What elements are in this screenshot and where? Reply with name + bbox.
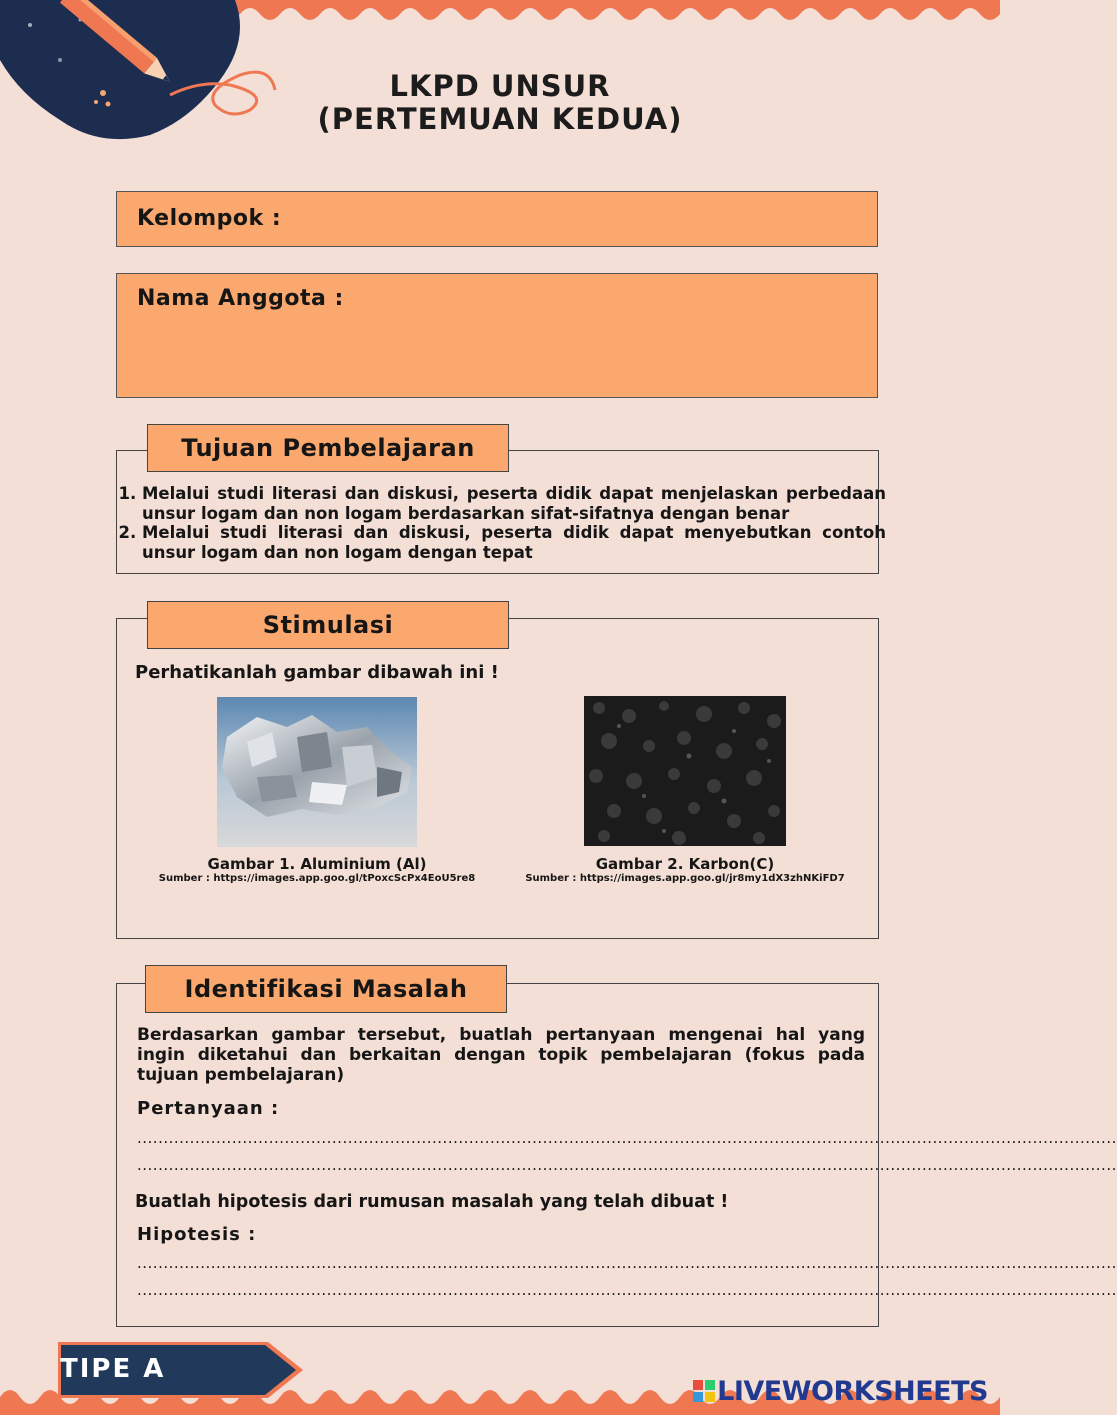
carbon-source: Sumber : https://images.app.goo.gl/jr8my1dX3zhNKiFD7 — [525, 873, 845, 884]
page-title — [230, 70, 770, 136]
group-label: Kelompok : — [137, 206, 282, 231]
problem-panel — [116, 983, 1117, 1327]
objectives-list — [125, 484, 886, 562]
stimulus-heading: Stimulasi — [147, 601, 509, 649]
members-field[interactable] — [116, 273, 878, 398]
liveworksheets-brand[interactable]: LIVEWORKSHEETS — [717, 1376, 988, 1407]
objectives-heading: Tujuan Pembelajaran — [147, 424, 509, 472]
carbon-photo — [584, 696, 786, 846]
carbon-caption: Gambar 2. Karbon(C) — [595, 855, 775, 873]
question-line-1[interactable]: .......................................................................................................................................................................................... — [137, 1129, 1117, 1147]
objective-item: 1. Melalui studi literasi dan diskusi, peserta didik dapat menjelaskan perbedaan unsur logam dan non logam berdasarkan sifat-sifatnya dengan benar — [142, 484, 886, 523]
aluminium-caption: Gambar 1. Aluminium (Al) — [207, 855, 427, 873]
objective-item: 2. Melalui studi literasi dan diskusi, peserta didik dapat menyebutkan contoh unsur logam dan non logam dengan tepat — [142, 523, 886, 562]
members-label: Nama Anggota : — [137, 286, 344, 311]
aluminium-source: Sumber : https://images.app.goo.gl/tPoxcScPx4EoU5re8 — [158, 873, 476, 884]
problem-heading: Identifikasi Masalah — [145, 965, 507, 1013]
aluminium-photo — [217, 697, 417, 847]
question-label: Pertanyaan : — [137, 1098, 280, 1119]
title-line-2: (PERTEMUAN KEDUA) — [317, 102, 683, 136]
stimulus-instruction: Perhatikanlah gambar dibawah ini ! — [135, 662, 499, 683]
question-line-2[interactable]: .......................................................................................................................................................................................... — [137, 1156, 1117, 1174]
hypothesis-label: Hipotesis : — [137, 1224, 257, 1245]
hypothesis-line-2[interactable]: .......................................................................................................................................................................................... — [137, 1281, 1117, 1299]
type-label: TIPE A — [60, 1354, 166, 1384]
hypothesis-line-1[interactable]: .......................................................................................................................................................................................... — [137, 1254, 1117, 1272]
problem-instruction: Berdasarkan gambar tersebut, buatlah pertanyaan mengenai hal yang ingin diketahui dan berkaitan dengan topik pembelajaran (fokus pada tujuan pembelajaran) — [137, 1025, 865, 1085]
title-line-1: LKPD UNSUR — [389, 69, 611, 103]
liveworksheets-logo-icon — [693, 1380, 715, 1402]
hypothesis-instruction: Buatlah hipotesis dari rumusan masalah yang telah dibuat ! — [135, 1192, 729, 1212]
group-field[interactable] — [116, 191, 878, 247]
stimulus-panel — [116, 618, 879, 939]
